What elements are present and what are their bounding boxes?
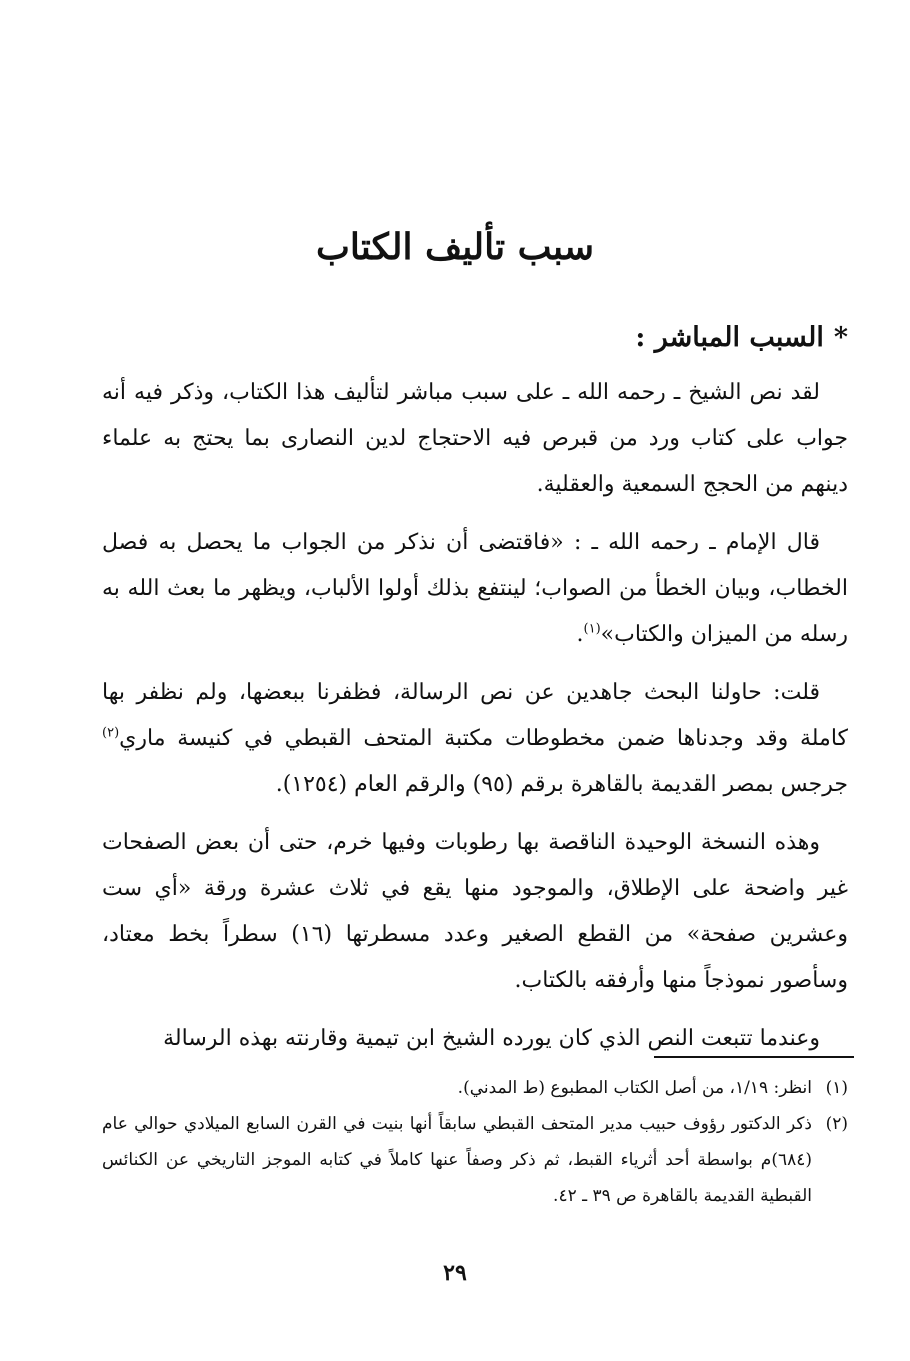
section-heading: [635, 318, 848, 358]
footnotes: [102, 1070, 848, 1214]
paragraph-text: قلت: حاولنا البحث جاهدين عن نص الرسالة، فظفرنا ببعضها، ولم نظفر بها كاملة وقد وجدناها ضمن مخطوطات مكتبة المتحف القبطي في كنيسة ماري: [102, 680, 848, 751]
paragraph-text: لقد نص الشيخ ـ رحمه الله ـ على سبب مباشر لتأليف هذا الكتاب، وذكر فيه أنه جواب على كتاب ورد من قبرص فيه الاحتجاج لدين النصارى بما يحتج به علماء دينهم من الحجج السمعية والعقلية.: [102, 380, 848, 497]
asterisk-marker: *: [833, 322, 848, 353]
footnote-1: [102, 1070, 848, 1106]
paragraph-text: قال الإمام ـ رحمه الله ـ : «فاقتضى أن نذكر من الجواب ما يحصل به فصل الخطاب، وبيان الخطأ من الصواب؛ لينتفع بذلك أولوا الألباب، ويظهر ما بعث الله به رسله من الميزان والكتاب»: [102, 530, 848, 647]
section-heading-text: السبب المباشر :: [635, 322, 824, 353]
body-text: [102, 370, 848, 1062]
paragraph-text: وعندما تتبعت النص الذي كان يورده الشيخ ابن تيمية وقارنته بهذه الرسالة: [163, 1026, 820, 1051]
paragraph-3: [102, 670, 848, 808]
paragraph-1: [102, 370, 848, 508]
footnote-number: (١): [825, 1078, 848, 1098]
footnote-ref-1[interactable]: (١): [583, 621, 601, 637]
paragraph-text-continued: جرجس بمصر القديمة بالقاهرة برقم (٩٥) والرقم العام (١٢٥٤).: [275, 772, 848, 797]
footnote-text: انظر: ١/١٩، من أصل الكتاب المطبوع (ط المدني).: [457, 1078, 812, 1098]
page-number: ٢٩: [443, 1260, 467, 1286]
footnote-divider: [654, 1056, 854, 1058]
paragraph-tail: .: [576, 622, 584, 647]
chapter-title: سبب تأليف الكتاب: [315, 226, 595, 268]
footnote-text: ذكر الدكتور رؤوف حبيب مدير المتحف القبطي سابقاً أنها بنيت في القرن السابع الميلادي حوالي عام (٦٨٤)م بواسطة أحد أثرياء القبط، ثم ذكر وصفاً عنها كاملاً في كتابه الموجز التاريخي عن الكنائس القبطية القديمة بالقاهرة ص ٣٩ ـ ٤٢.: [102, 1114, 812, 1206]
footnote-ref-2[interactable]: (٢): [102, 725, 120, 741]
paragraph-text: وهذه النسخة الوحيدة الناقصة بها رطوبات وفيها خرم، حتى أن بعض الصفحات غير واضحة على الإطلاق، والموجود منها يقع في ثلاث عشرة ورقة «أي ست وعشرين صفحة» من القطع الصغير وعدد مسطرتها (١٦) سطراً بخط معتاد، وسأصور نموذجاً منها وأرفقه بالكتاب.: [102, 830, 848, 993]
paragraph-2: [102, 520, 848, 658]
footnote-number: (٢): [825, 1114, 848, 1134]
paragraph-4: [102, 820, 848, 1004]
footnote-2: [102, 1106, 848, 1214]
